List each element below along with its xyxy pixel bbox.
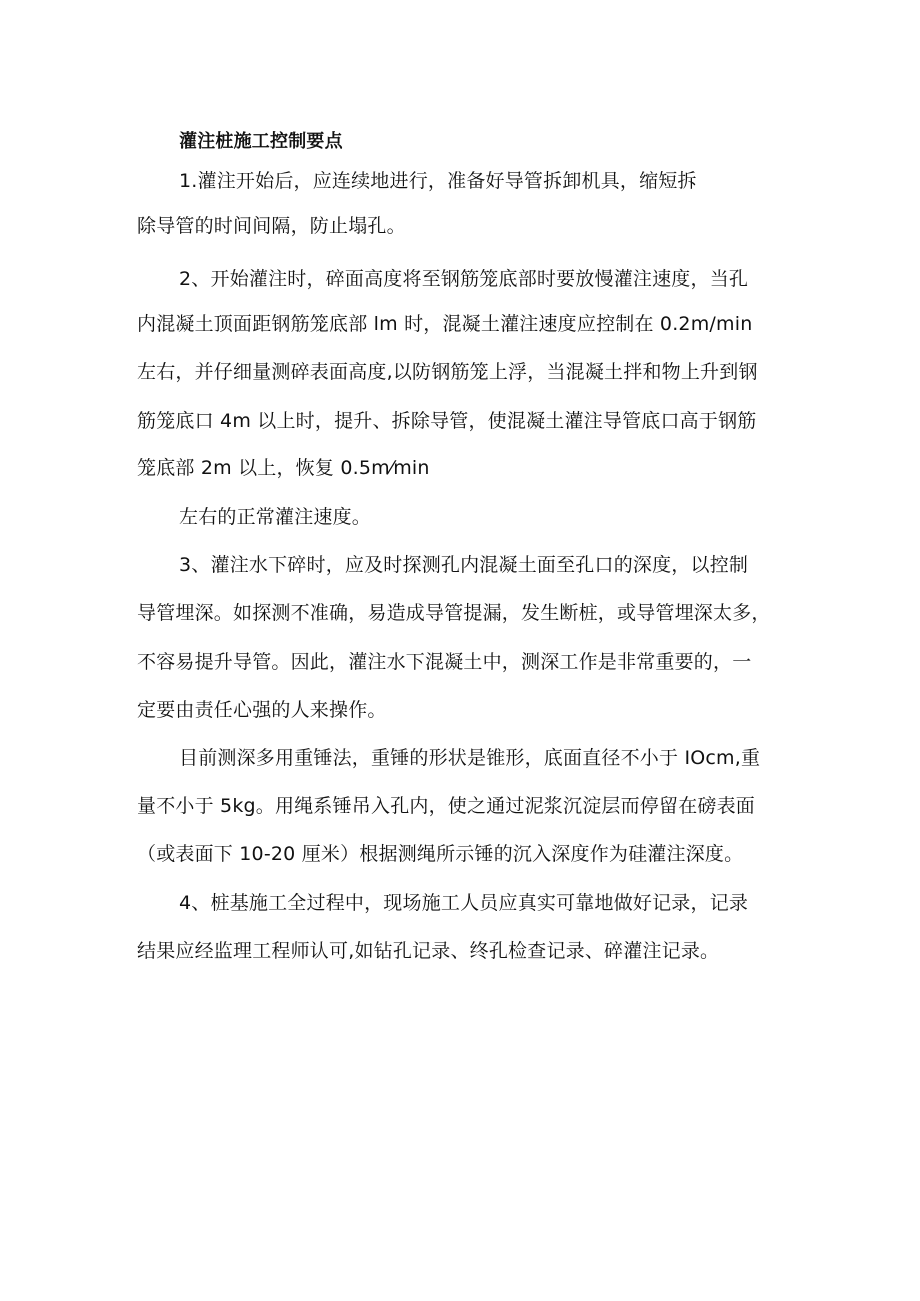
paragraph-line: 量不小于 5kg。用绳系锤吊入孔内，使之通过泥浆沉淀层而停留在磅表面: [137, 795, 755, 817]
paragraph-line: 目前测深多用重锤法，重锤的形状是锥形，底面直径不小于 IOcm,重: [179, 747, 761, 769]
paragraph-line: 笼底部 2m 以上，恢复 0.5m⁄min: [137, 457, 430, 479]
paragraph-line: 2、开始灌注时，碎面高度将至钢筋笼底部时要放慢灌注速度，当孔: [179, 268, 749, 290]
paragraph-line: 内混凝土顶面距钢筋笼底部 lm 时，混凝土灌注速度应控制在 0.2m/min: [137, 313, 753, 335]
paragraph-line: 定要由责任心强的人来操作。: [137, 699, 387, 721]
paragraph-line: （或表面下 10-20 厘米）根据测绳所示锤的沉入深度作为硅灌注深度。: [137, 843, 744, 865]
paragraph-line: 4、桩基施工全过程中，现场施工人员应真实可靠地做好记录，记录: [179, 892, 749, 914]
paragraph-line: 除导管的时间间隔，防止塌孔。: [137, 215, 406, 237]
paragraph-line: 结果应经监理工程师认可,如钻孔记录、终孔检查记录、碎灌注记录。: [137, 940, 720, 962]
paragraph-line: 左右的正常灌注速度。: [179, 506, 372, 528]
document-title: 灌注桩施工控制要点: [179, 131, 343, 152]
paragraph-line: 筋笼底口 4m 以上时，提升、拆除导管，使混凝土灌注导管底口高于钢筋: [137, 410, 757, 432]
paragraph-line: 1.灌注开始后，应连续地进行，准备好导管拆卸机具，缩短拆: [179, 170, 697, 192]
paragraph-line: 左右，并仔细量测碎表面高度,以防钢筋笼上浮，当混凝土拌和物上升到钢: [137, 361, 758, 383]
paragraph-line: 3、灌注水下碎时，应及时探测孔内混凝土面至孔口的深度，以控制: [179, 554, 749, 576]
paragraph-line: 不容易提升导管。因此，灌注水下混凝土中，测深工作是非常重要的，一: [137, 651, 752, 673]
paragraph-line: 导管埋深。如探测不准确，易造成导管提漏，发生断桩，或导管埋深太多，: [137, 602, 771, 624]
